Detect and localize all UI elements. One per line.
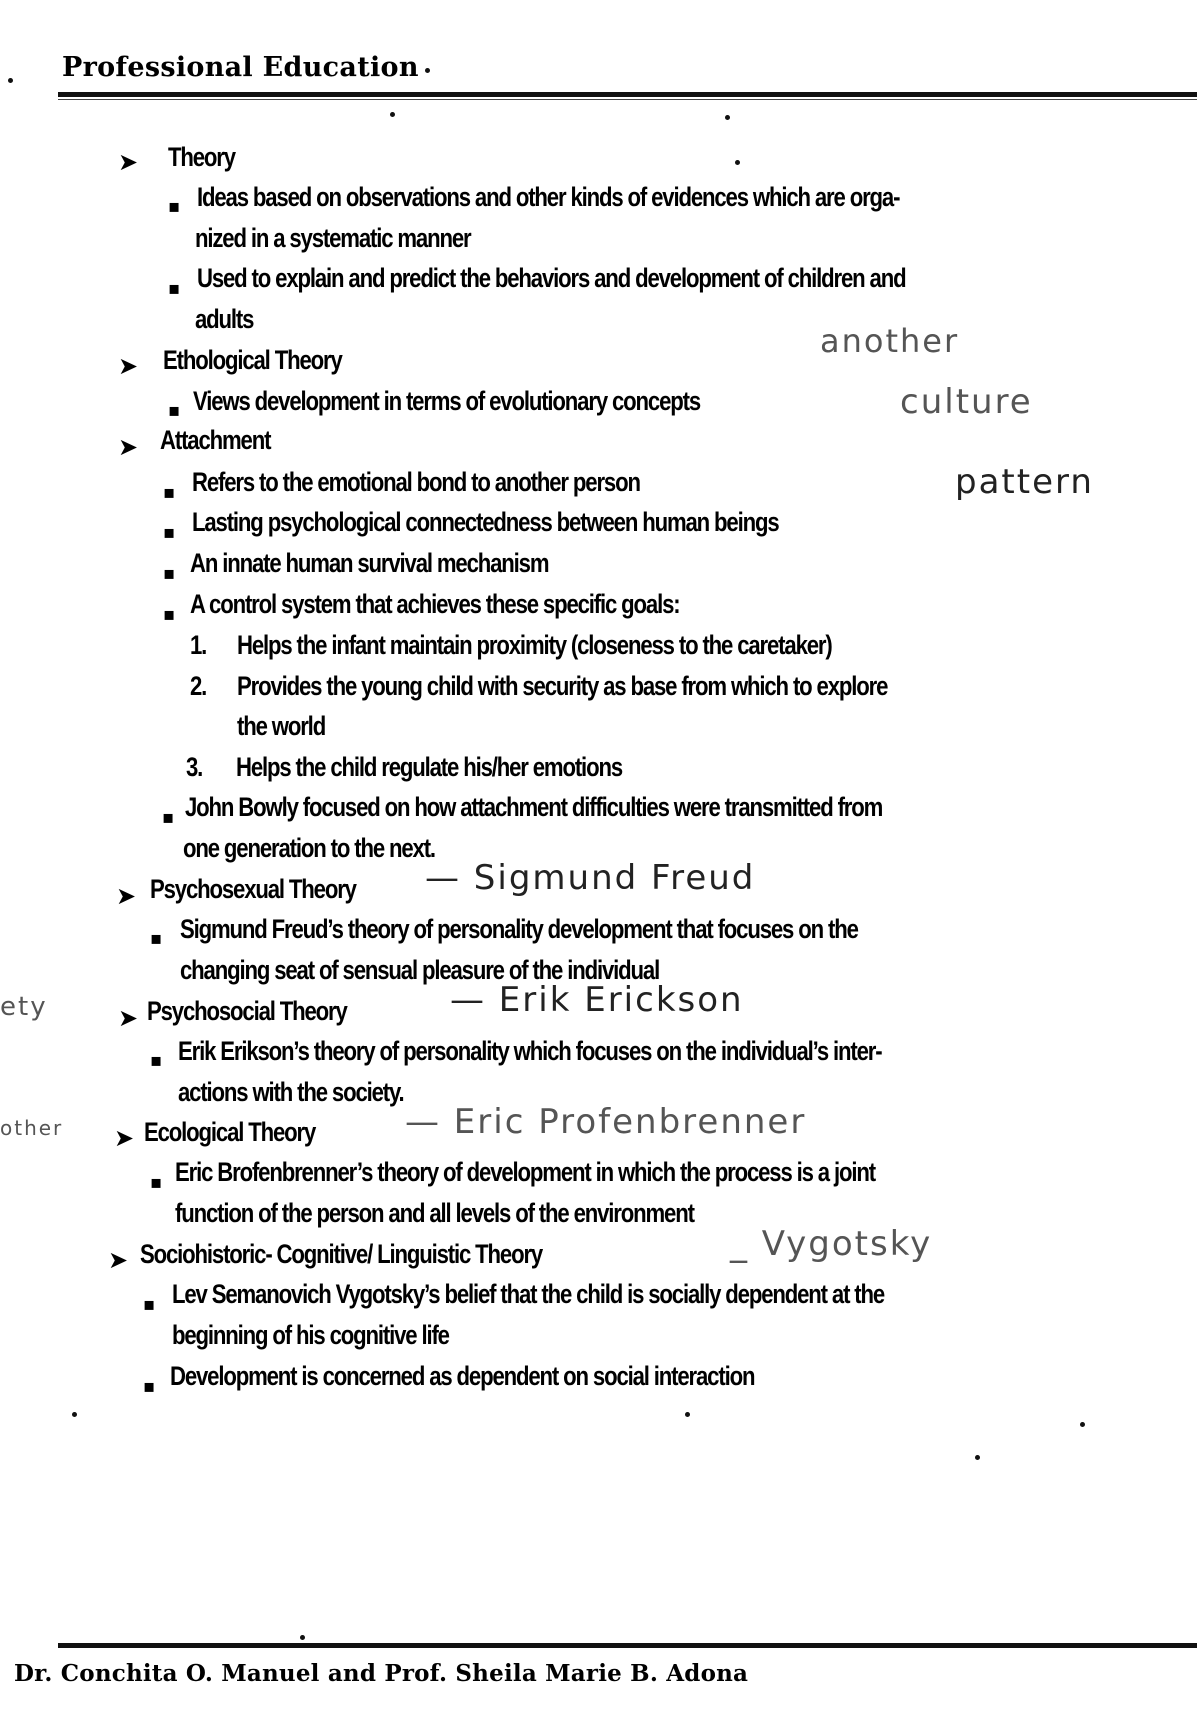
square-bullet-icon: ▪ [163,563,174,584]
section-heading-sociohistoric-theory: Sociohistoric- Cognitive/ Linguistic Theory [140,1239,543,1269]
arrow-bullet-icon: ➤ [118,148,137,176]
square-bullet-icon: ▪ [168,196,179,217]
goal-number: 2. [190,671,207,701]
page-header-title: Professional Education [62,52,419,83]
bullet-text: nized in a systematic manner [195,223,471,253]
bullet-text: Views development in terms of evolutionary concepts [193,386,701,416]
margin-note-culture: culture [900,382,1033,422]
margin-note-another: another [820,322,960,360]
goal-text: Provides the young child with security as base from which to explore [237,671,888,701]
handwritten-annotation: — Sigmund Freud [425,858,756,898]
bullet-text: Refers to the emotional bond to another person [192,467,640,497]
section-heading-psychosocial-theory: Psychosocial Theory [147,996,347,1026]
scan-speck [300,1635,305,1640]
section-heading-psychosexual-theory: Psychosexual Theory [150,874,356,904]
arrow-bullet-icon: ➤ [108,1246,127,1274]
square-bullet-icon: ▪ [163,604,174,625]
square-bullet-icon: ▪ [163,522,174,543]
square-bullet-icon: ▪ [150,1172,161,1193]
square-bullet-icon: ▪ [163,482,174,503]
bullet-text: changing seat of sensual pleasure of the individual [180,955,660,985]
square-bullet-icon: ▪ [143,1294,154,1315]
footer-authors: Dr. Conchita O. Manuel and Prof. Sheila Marie B. Adona [14,1660,749,1687]
margin-note-pattern: pattern [955,462,1094,502]
bullet-text: Erik Erikson’s theory of personality which focuses on the individual’s inter- [178,1036,882,1066]
margin-note-society: ety [0,992,48,1022]
section-heading-theory: Theory [168,142,235,172]
arrow-bullet-icon: ➤ [118,352,137,380]
square-bullet-icon: ▪ [168,400,179,421]
scan-speck [725,115,730,120]
goal-number: 1. [190,630,207,660]
square-bullet-icon: ▪ [150,928,161,949]
bullet-text: A control system that achieves these specific goals: [190,589,680,619]
square-bullet-icon: ▪ [168,278,179,299]
arrow-bullet-icon: ➤ [118,433,137,461]
bullet-text: Sigmund Freud’s theory of personality development that focuses on the [180,914,858,944]
goal-text: Helps the infant maintain proximity (closeness to the caretaker) [237,630,832,660]
scan-speck [72,1412,77,1417]
scan-speck [975,1455,980,1460]
bullet-text: Development is concerned as dependent on social interaction [170,1361,755,1391]
section-heading-ethological-theory: Ethological Theory [163,345,342,375]
section-heading-ecological-theory: Ecological Theory [144,1117,316,1147]
bullet-text: Eric Brofenbrenner’s theory of development in which the process is a joint [175,1157,875,1187]
square-bullet-icon: ▪ [162,807,173,828]
bullet-text: function of the person and all levels of the environment [175,1198,694,1228]
bullet-text: Used to explain and predict the behaviors and development of children and [197,263,906,293]
bullet-text: adults [195,304,254,334]
goal-text: the world [237,711,326,741]
square-bullet-icon: ▪ [143,1376,154,1397]
bullet-text: John Bowly focused on how attachment difficulties were transmitted from [185,792,883,822]
arrow-bullet-icon: ➤ [118,1004,137,1032]
footer-rule [58,1643,1197,1648]
goal-number: 3. [186,752,203,782]
scan-speck [685,1412,690,1417]
handwritten-annotation: — Eric Profenbrenner [405,1102,807,1142]
scan-speck [8,78,13,83]
section-heading-attachment: Attachment [160,425,271,455]
bullet-text: actions with the society. [178,1077,404,1107]
margin-note-other: other [0,1116,64,1140]
header-rule [58,92,1197,97]
bullet-text: beginning of his cognitive life [172,1320,449,1350]
handwritten-annotation: _ Vygotsky [730,1224,933,1264]
arrow-bullet-icon: ➤ [116,882,135,910]
bullet-text: Lev Semanovich Vygotsky’s belief that the child is socially dependent at the [172,1279,885,1309]
handwritten-annotation: — Erik Erickson [450,980,744,1020]
bullet-text: An innate human survival mechanism [190,548,549,578]
scan-speck [425,68,430,73]
scan-speck [390,112,395,117]
bullet-text: Ideas based on observations and other kinds of evidences which are orga- [197,182,900,212]
bullet-text: one generation to the next. [183,833,435,863]
goal-text: Helps the child regulate his/her emotions [236,752,622,782]
arrow-bullet-icon: ➤ [114,1124,133,1152]
bullet-text: Lasting psychological connectedness between human beings [192,507,779,537]
scan-speck [735,160,740,165]
square-bullet-icon: ▪ [150,1050,161,1071]
scan-speck [1080,1422,1085,1427]
